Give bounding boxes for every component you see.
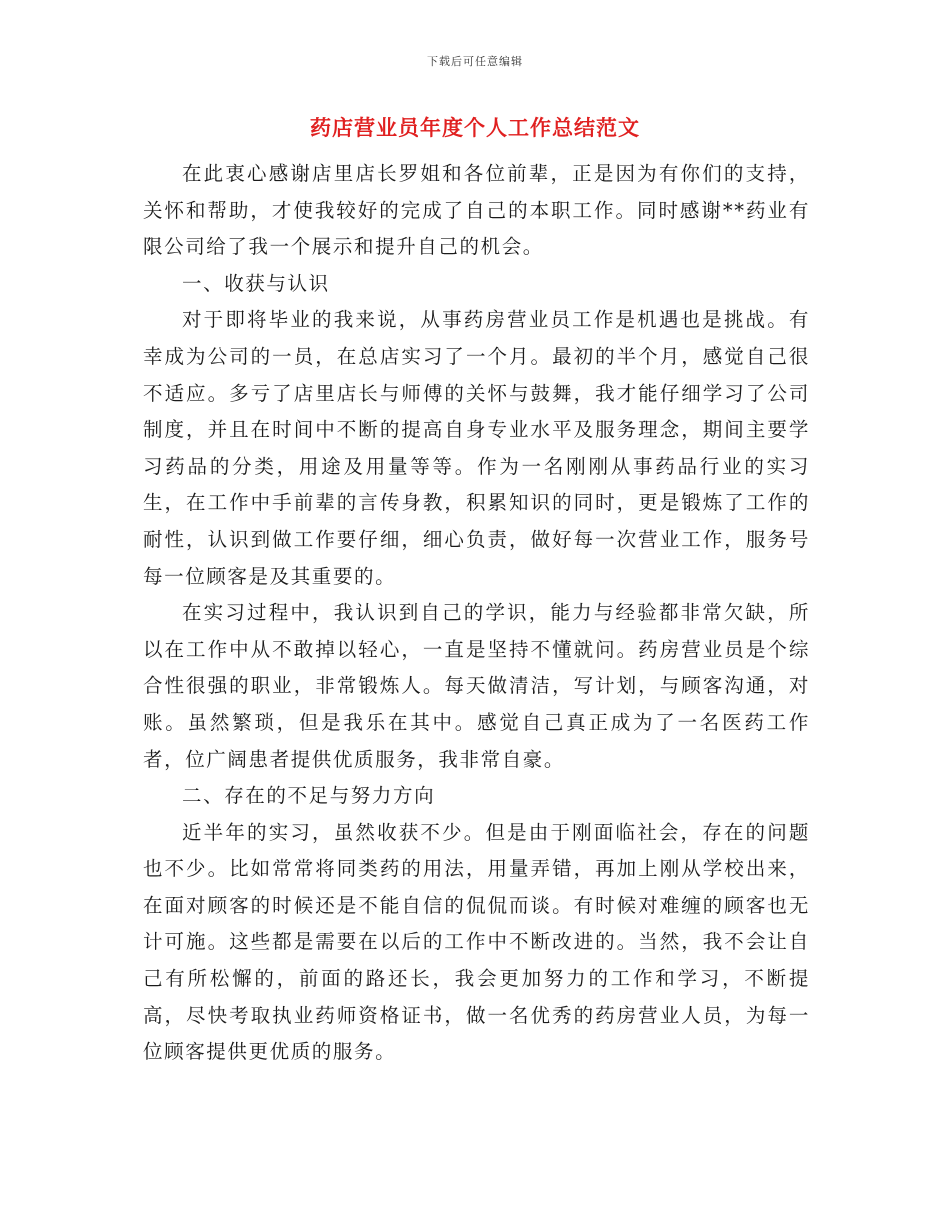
paragraph-gains: 对于即将毕业的我来说，从事药房营业员工作是机遇也是挑战。有幸成为公司的一员，在总店实习了一个月。最初的半个月，感觉自己很不适应。多亏了店里店长与师傅的关怀与鼓舞，我才能仔细学习了公司制度，并且在时间中不断的提高自身专业水平及服务理念，期间主要学习药品的分类，用途及用量等等。作为一名刚刚从事药品行业的实习生，在工作中手前辈的言传身教，积累知识的同时，更是锻炼了工作的耐性，认识到做工作要仔细，细心负责，做好每一次营业工作，服务号每一位顾客是及其重要的。 — [143, 308, 810, 588]
document-body — [143, 156, 810, 1071]
header-note: 下载后可任意编辑 — [427, 55, 523, 68]
document-title: 药店营业员年度个人工作总结范文 — [310, 115, 640, 140]
section-heading-shortcomings: 二、存在的不足与努力方向 — [182, 784, 436, 808]
section-heading-gains: 一、收获与认识 — [182, 271, 330, 295]
paragraph-internship: 在实习过程中，我认识到自己的学识，能力与经验都非常欠缺，所以在工作中从不敢掉以轻心，一直是坚持不懂就问。药房营业员是个综合性很强的职业，非常锻炼人。每天做清洁，写计划，与顾客沟通，对账。虽然繁琐，但是我乐在其中。感觉自己真正成为了一名医药工作者，位广阔患者提供优质服务，我非常自豪。 — [143, 601, 810, 771]
paragraph-shortcomings: 近半年的实习，虽然收获不少。但是由于刚面临社会，存在的问题也不少。比如常常将同类药的用法，用量弄错，再加上刚从学校出来，在面对顾客的时候还是不能自信的侃侃而谈。有时候对难缠的顾客也无计可施。这些都是需要在以后的工作中不断改进的。当然，我不会让自己有所松懈的，前面的路还长，我会更加努力的工作和学习，不断提高，尽快考取执业药师资格证书，做一名优秀的药房营业人员，为每一位顾客提供更优质的服务。 — [143, 820, 810, 1064]
paragraph-intro: 在此衷心感谢店里店长罗姐和各位前辈，正是因为有你们的支持，关怀和帮助，才使我较好的完成了自己的本职工作。同时感谢**药业有限公司给了我一个展示和提升自己的机会。 — [143, 162, 810, 259]
